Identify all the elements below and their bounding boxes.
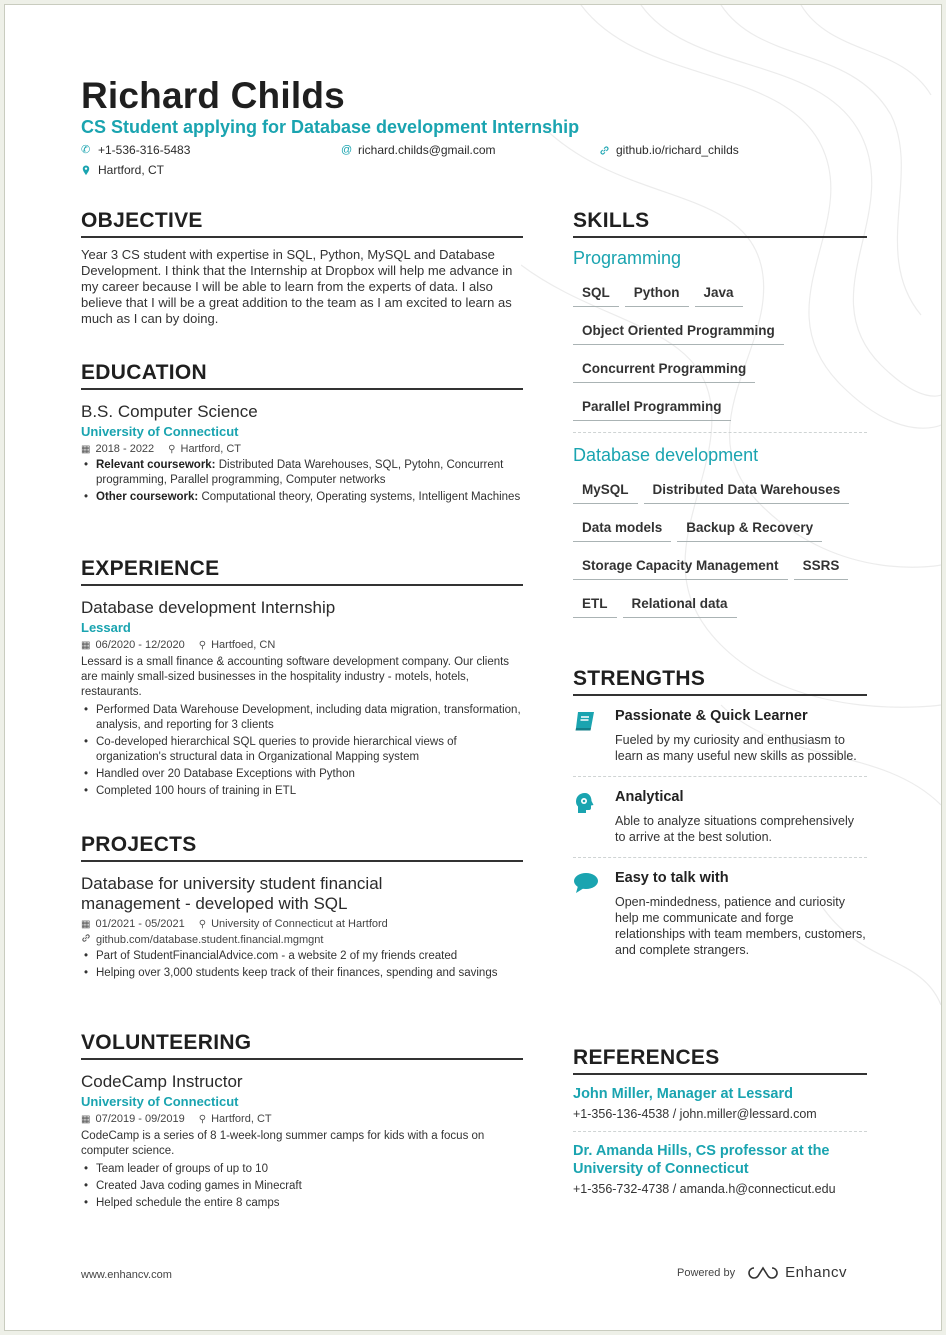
strength-item: [573, 696, 867, 776]
skill-tag: Python: [625, 278, 689, 307]
skills-section: [573, 209, 867, 627]
list-item: • Handled over 20 Database Exceptions with Python: [81, 767, 523, 782]
location-text: Hartford, CT: [98, 163, 165, 177]
list-item: • Part of StudentFinancialAdvice.com - a website 2 of my friends created: [81, 949, 523, 964]
projects-heading: PROJECTS: [81, 833, 523, 862]
strength-title: Easy to talk with: [615, 870, 729, 886]
skill-tag: ETL: [573, 589, 617, 618]
list-item: • Relevant coursework: Distributed Data Warehouses, SQL, Pytohn, Concurrent programming, Parallel programming, Computer networks: [81, 458, 523, 488]
reference-item: [573, 1142, 867, 1196]
skills-heading: SKILLS: [573, 209, 867, 238]
list-item: • Completed 100 hours of training in ETL: [81, 784, 523, 799]
resume-page: [4, 4, 942, 1331]
volunteering-section: [81, 1031, 523, 1213]
contact-email[interactable]: [341, 143, 496, 157]
strength-item: [573, 776, 867, 857]
contact-github[interactable]: [599, 143, 739, 157]
reference-item: [573, 1085, 867, 1132]
calendar-icon: ▦: [81, 639, 91, 651]
skill-group-database: Database development: [573, 445, 759, 465]
enhancv-logo-text: Enhancv: [785, 1264, 847, 1281]
projects-section: [81, 833, 523, 983]
skill-tag: Data models: [573, 513, 671, 542]
education-dates: 2018 - 2022: [95, 443, 155, 455]
objective-text: Year 3 CS student with expertise in SQL, Python, MySQL and Database Development. I think that the Internship at Dropbox will help me advance in my career because I will be able to learn from the experts of data. I also believe that I will be a great addition to the team as I am excited to learn as much as I can by doing.: [81, 247, 513, 326]
skill-tag: Relational data: [623, 589, 737, 618]
education-section: [81, 361, 523, 507]
experience-bullets: [81, 703, 523, 799]
map-pin-icon: [81, 165, 92, 176]
list-item: • Other coursework: Computational theory, Operating systems, Intelligent Machines: [81, 490, 523, 505]
skill-tag: Java: [695, 278, 743, 307]
volunteering-bullets: [81, 1162, 523, 1211]
references-section: [573, 1046, 867, 1196]
footer-website[interactable]: www.enhancv.com: [81, 1269, 172, 1281]
strengths-heading: STRENGTHS: [573, 667, 867, 696]
speech-bubble-icon: [573, 870, 601, 958]
list-item: • Co-developed hierarchical SQL queries to provide hierarchical views of organization's structural data in Organizational Mapping system: [81, 735, 523, 765]
phone-icon: ✆: [81, 143, 91, 156]
link-icon: [81, 933, 91, 946]
education-location: Hartford, CT: [180, 443, 242, 455]
skill-tag: Distributed Data Warehouses: [644, 475, 850, 504]
footer-powered-by: [677, 1264, 847, 1281]
skill-tags-database: [573, 475, 867, 627]
enhancv-logo[interactable]: [747, 1264, 847, 1281]
strength-text: Open-mindedness, patience and curiosity help me communicate and forge relationships with team members, customers, and complete strangers.: [615, 895, 866, 957]
powered-by-text: Powered by: [677, 1266, 736, 1279]
reference-contact: +1-356-732-4738 / amanda.h@connecticut.edu: [573, 1182, 836, 1196]
references-heading: REFERENCES: [573, 1046, 867, 1075]
skill-tag: Backup & Recovery: [677, 513, 822, 542]
project-name: Database for university student financial management - developed with SQL: [81, 874, 383, 913]
volunteering-description: CodeCamp is a series of 8 1-week-long summer camps for kids with a focus on computer science.: [81, 1130, 485, 1157]
candidate-tagline: CS Student applying for Database development Internship: [81, 117, 580, 137]
contact-phone: [81, 143, 190, 157]
experience-meta: [81, 639, 523, 651]
skills-divider: [573, 432, 867, 433]
calendar-icon: ▦: [81, 443, 91, 455]
experience-section: [81, 557, 523, 801]
phone-text: +1-536-316-5483: [98, 143, 191, 157]
list-item: • Created Java coding games in Minecraft: [81, 1179, 523, 1194]
candidate-name: Richard Childs: [81, 75, 345, 116]
skill-tag: SQL: [573, 278, 619, 307]
volunteering-meta: [81, 1113, 523, 1125]
reference-name: Dr. Amanda Hills, CS professor at the University of Connecticut: [573, 1143, 830, 1177]
skill-tags-programming: [573, 278, 867, 430]
strength-text: Fueled by my curiosity and enthusiasm to learn as many useful new skills as possible.: [615, 733, 857, 763]
experience-description: Lessard is a small finance & accounting software development company. Our clients are mainly small-sized businesses in the hospitality industry - motels, hotels, restaurants.: [81, 656, 510, 698]
project-location: University of Connecticut at Hartford: [211, 918, 388, 930]
project-link-text[interactable]: github.com/database.student.financial.mgmgnt: [96, 933, 324, 946]
list-item: • Helped schedule the entire 8 camps: [81, 1196, 523, 1211]
experience-location: Hartfoed, CN: [211, 639, 276, 651]
strength-item: [573, 857, 867, 970]
skill-tag: Concurrent Programming: [573, 354, 755, 383]
map-pin-icon: ⚲: [168, 443, 176, 455]
email-text[interactable]: richard.childs@gmail.com: [358, 143, 496, 157]
experience-dates: 06/2020 - 12/2020: [95, 639, 185, 651]
book-icon: [573, 708, 601, 764]
map-pin-icon: ⚲: [198, 639, 207, 651]
skill-tag: SSRS: [794, 551, 849, 580]
skill-tag: Storage Capacity Management: [573, 551, 788, 580]
experience-company: Lessard: [81, 620, 131, 635]
map-pin-icon: ⚲: [198, 1113, 207, 1125]
objective-section: [81, 209, 523, 327]
volunteering-heading: VOLUNTEERING: [81, 1031, 523, 1060]
project-link[interactable]: [81, 933, 523, 946]
reference-name: John Miller, Manager at Lessard: [573, 1086, 793, 1102]
calendar-icon: ▦: [81, 1113, 91, 1125]
strengths-section: [573, 667, 867, 970]
link-icon: [599, 145, 610, 156]
experience-heading: EXPERIENCE: [81, 557, 523, 586]
skill-group-programming: Programming: [573, 248, 682, 268]
head-icon: [573, 789, 601, 845]
volunteering-dates: 07/2019 - 09/2019: [95, 1113, 185, 1125]
at-sign-icon: @: [341, 143, 353, 156]
education-school: University of Connecticut: [81, 424, 239, 439]
project-bullets: [81, 949, 523, 981]
volunteering-location: Hartford, CT: [211, 1113, 272, 1125]
volunteering-org: University of Connecticut: [81, 1094, 239, 1109]
education-meta: [81, 443, 523, 455]
github-text[interactable]: github.io/richard_childs: [616, 143, 739, 157]
contact-location: [81, 163, 164, 177]
education-degree: B.S. Computer Science: [81, 402, 258, 421]
reference-contact: +1-356-136-4538 / john.miller@lessard.com: [573, 1107, 817, 1121]
list-item: • Performed Data Warehouse Development, including data migration, transformation, analysis, and reporting for 3 clients: [81, 703, 523, 733]
calendar-icon: ▦: [81, 918, 91, 930]
experience-role: Database development Internship: [81, 598, 336, 617]
objective-heading: OBJECTIVE: [81, 209, 523, 238]
project-dates: 01/2021 - 05/2021: [95, 918, 185, 930]
strength-title: Analytical: [615, 789, 684, 805]
skill-tag: Object Oriented Programming: [573, 316, 784, 345]
volunteering-role: CodeCamp Instructor: [81, 1072, 243, 1091]
strength-text: Able to analyze situations comprehensively to arrive at the best solution.: [615, 814, 855, 844]
education-bullets: [81, 458, 523, 505]
map-pin-icon: ⚲: [198, 918, 207, 930]
education-heading: EDUCATION: [81, 361, 523, 390]
skill-tag: Parallel Programming: [573, 392, 731, 421]
enhancv-logo-icon: [747, 1265, 779, 1281]
list-item: • Team leader of groups of up to 10: [81, 1162, 523, 1177]
strength-title: Passionate & Quick Learner: [615, 708, 808, 724]
skill-tag: MySQL: [573, 475, 638, 504]
list-item: • Helping over 3,000 students keep track of their finances, spending and savings: [81, 966, 523, 981]
project-meta: [81, 918, 523, 930]
